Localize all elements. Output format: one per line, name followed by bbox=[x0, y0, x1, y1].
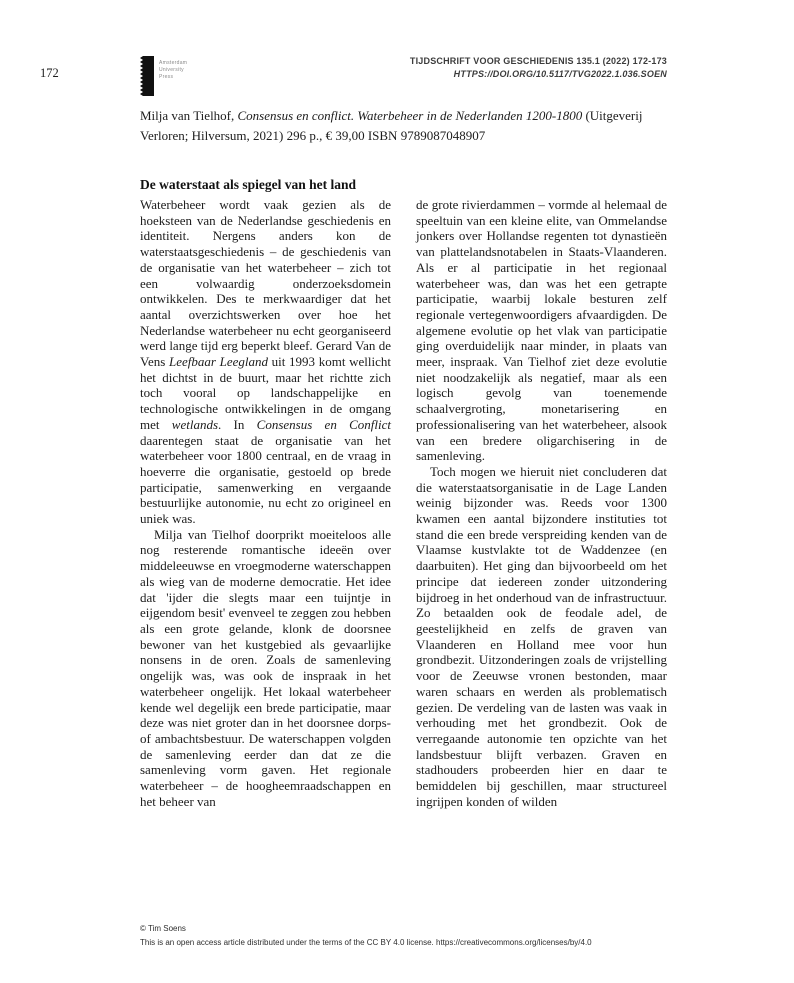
journal-info bbox=[410, 56, 667, 79]
publisher-name-line: Amsterdam bbox=[159, 60, 188, 66]
publisher-name-line: University bbox=[159, 67, 184, 73]
doi-line: HTTPS://DOI.ORG/10.5117/TVG2022.1.036.SOEN bbox=[453, 69, 667, 79]
publisher-name bbox=[159, 56, 187, 81]
text: Waterbeheer wordt vaak gezien als de hoeksteen van de Nederlandse geschiedenis en identiteit. Nergens anders kon de waterstaatsgeschiedenis – de geschiedenis van de organisatie van het waterbeheer – zich tot een volwaardig onderzoeksdomein ontwikkelen. Des te merkwaardiger dat het aantal overzichtswerken over hoe het Nederlandse waterbeheer nu echt georganiseerd werd lange tijd erg beperkt bleef. Gerard Van de Vens bbox=[140, 197, 391, 370]
text: de grote rivierdammen – vormde al helemaal de speeltuin van een kleine elite, van Ommelandse jonkers over Hollandse regenten tot dynastieën van plattelandsnotabelen in Staats-Vlaanderen. Als er al participatie in het regionaal waterbeheer was, dan was het een getrapte participatie, waarbij lokale besturen zelf regionale vertegenwoordigers afvaardigden. De algemene evolutie op het vlak van participatie ging overduidelijk naar minder, in plaats van meer, inspraak. Van Tielhof ziet deze evolutie niet noodzakelijk als negatief, maar als een logisch gevolg van toenemende schaalvergroting, monetarisering en professionalisering van het waterbeheer, alsook van een bredere oligarchisering in de samenleving. bbox=[416, 197, 667, 464]
italic-text: Leefbaar Leegland bbox=[168, 354, 268, 370]
text: . In bbox=[218, 416, 257, 432]
journal-citation-line: TIJDSCHRIFT VOOR GESCHIEDENIS 135.1 (2022) 172-173 bbox=[409, 56, 667, 66]
body-paragraph bbox=[416, 197, 667, 464]
page-footer bbox=[140, 922, 700, 949]
body-paragraph bbox=[140, 197, 391, 527]
italic-text: wetlands bbox=[171, 416, 219, 432]
page-number: 172 bbox=[40, 66, 59, 80]
text: uit 1993 komt wellicht het dichtst in de buurt, maar het richtte zich toch vooral op landschappelijke en technologische ontwikkelingen in de omgang met bbox=[140, 354, 391, 432]
italic-text: Consensus en Conflict bbox=[256, 416, 391, 432]
text: Toch mogen we hieruit niet concluderen dat die waterstaatsorganisatie in de Lage Landen weinig bijzonder was. Reeds voor 1300 kwamen een aantal bijzondere instituties tot stand die een brede verspreiding kenden van de Vlaamse kustvlakte tot de Waddenzee (en daarbuiten). Het ging dan bijvoorbeeld om het principe dat iedereen zonder uitzondering bijdroeg in het onderhoud van de infrastructuur. Zo betaalden ook de feodale adel, de geestelijkheid en zelfs de graven van Vlaanderen en Holland mee voor hun grondbezit. Uitzonderingen zoals de vrijstelling voor de Zeeuwse vronen bestonden, maar waren schaars en werden als problematisch gezien. De verdeling van de lasten was vaak in verhouding met het grondbezit. Ook de verregaande autonomie ten opzichte van het landsbestuur blijft verbazen. Graven en stadhouders probeerden hier en daar te bemiddelen bij geschillen, maar structureel ingrijpen konden of wilden bbox=[416, 463, 667, 809]
body-paragraph bbox=[140, 527, 391, 810]
review-title: De waterstaat als spiegel van het land bbox=[140, 177, 356, 192]
body-columns bbox=[140, 197, 667, 809]
publisher-name-line: Press bbox=[159, 74, 174, 80]
text: Milja van Tielhof doorprikt moeiteloos alle nog resterende romantische ideeën over middeleeuwse en vroegmoderne waterschappen als wieg van de moderne democratie. Het idee dat 'ijder die slegts maar een tuijntje in eijgendom besit' evenveel te zeggen zou hebben als een grote gelande, klonk de doorsnee bewoner van het kustgebied als gevaarlijke nonsens in de oren. Zoals de samenleving ongelijk was, was ook de inspraak in het waterbeheer ongelijk. Het lokaal waterbeheer kende wel degelijk een brede participatie, maar deze was niet groter dan in het doorsnee dorps- of ambachtsbestuur. De waterschappen volgden de samenleving eerder dan dat ze die samenleving vorm gaven. Het regionale waterbeheer – de hoogheemraadschappen en het beheer van bbox=[140, 526, 391, 809]
text: (Uitgeverij Verloren; Hilversum, 2021) 296 p., € 39,00 ISBN 9789087048907 bbox=[140, 108, 643, 143]
copyright-line: © Tim Soens bbox=[140, 924, 186, 933]
body-paragraph bbox=[416, 464, 667, 809]
body-column-right bbox=[416, 197, 667, 809]
italic-text: Consensus en conflict. Waterbeheer in de Nederlanden 1200-1800 bbox=[237, 108, 583, 123]
text: Milja van Tielhof, bbox=[140, 108, 238, 123]
book-citation bbox=[140, 106, 670, 145]
license-line: This is an open access article distributed under the terms of the CC BY 4.0 license. https://creativecommons.org/licenses/by/4.0 bbox=[140, 937, 592, 947]
body-column-left bbox=[140, 197, 391, 809]
page-header bbox=[140, 56, 667, 96]
publisher-logo bbox=[140, 56, 187, 96]
aup-logo-icon bbox=[140, 56, 154, 96]
text: daarentegen staat de organisatie van het waterbeheer voor 1800 centraal, en de vraag in hoeverre die organisatie, gestoeld op brede participatie, samenwerking en vergaande bestuurlijke autonomie, nu echt zo origineel en uniek was. bbox=[140, 432, 391, 527]
